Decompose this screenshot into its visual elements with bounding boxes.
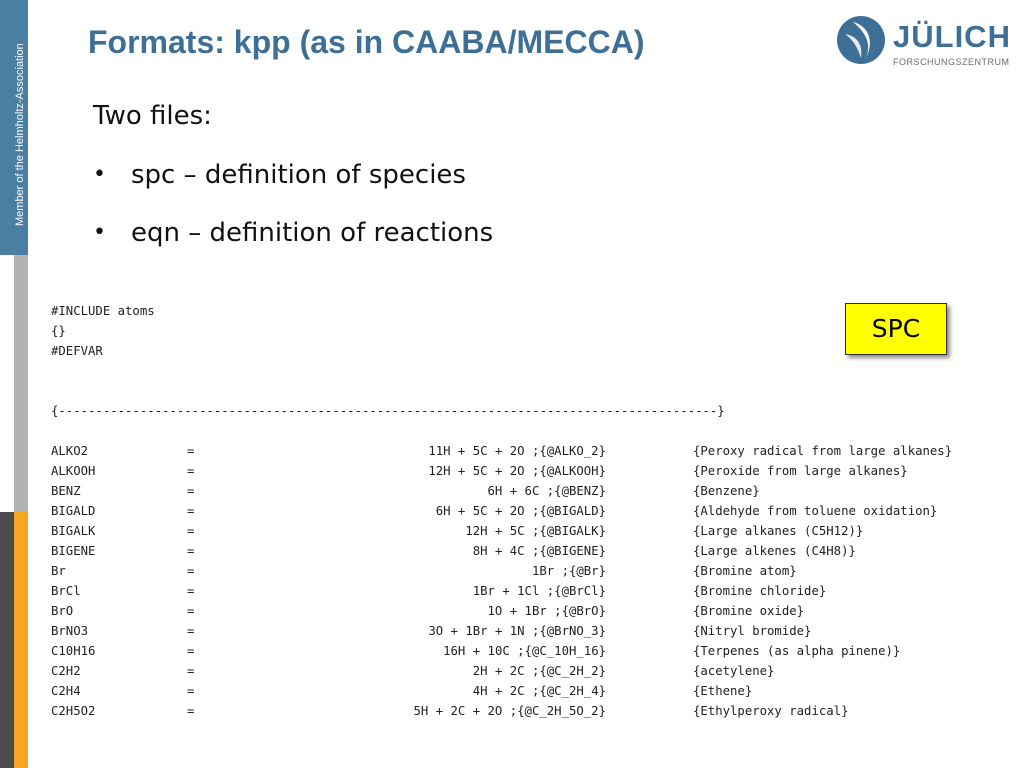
side-strip: [0, 0, 28, 768]
species-formula: 4H + 2C ;{@C_2H_4}: [472, 684, 606, 698]
species-equals: =: [187, 604, 195, 618]
species-formula: 3O + 1Br + 1N ;{@BrNO_3}: [428, 624, 606, 638]
species-description: {Peroxy radical from large alkanes}: [693, 444, 953, 458]
species-formula: 5H + 2C + 2O ;{@C_2H_5O_2}: [413, 704, 606, 718]
species-formula: 6H + 6C ;{@BENZ}: [487, 484, 606, 498]
juelich-logo-icon: [835, 14, 887, 66]
species-row: [51, 544, 1024, 562]
species-name: C2H5O2: [51, 704, 96, 718]
species-description: {Bromine chloride}: [693, 584, 827, 598]
code-separator: {-----------------------------------------------------------------------------------------}: [51, 404, 725, 418]
species-formula: 8H + 4C ;{@BIGENE}: [472, 544, 606, 558]
species-equals: =: [187, 444, 195, 458]
bullet-text: eqn – definition of reactions: [131, 218, 494, 248]
species-description: {Benzene}: [693, 484, 760, 498]
species-name: BENZ: [51, 484, 81, 498]
helmholtz-membership-text: Member of the Helmholtz-Association: [14, 43, 26, 226]
intro-text: Two files:: [93, 101, 212, 131]
species-equals: =: [187, 704, 195, 718]
species-row: [51, 624, 1024, 642]
code-line: {}: [51, 324, 66, 338]
species-row: [51, 644, 1024, 662]
species-description: {acetylene}: [693, 664, 775, 678]
species-equals: =: [187, 664, 195, 678]
species-equals: =: [187, 624, 195, 638]
species-equals: =: [187, 464, 195, 478]
species-formula: 2H + 2C ;{@C_2H_2}: [472, 664, 606, 678]
species-equals: =: [187, 544, 195, 558]
species-description: {Large alkenes (C4H8)}: [693, 544, 856, 558]
species-row: [51, 564, 1024, 582]
species-row: [51, 464, 1024, 482]
species-description: {Nitryl bromide}: [693, 624, 812, 638]
species-row: [51, 584, 1024, 602]
species-formula: 12H + 5C + 2O ;{@ALKOOH}: [428, 464, 606, 478]
species-row: [51, 664, 1024, 682]
slide-title: Formats: kpp (as in CAABA/MECCA): [88, 24, 645, 60]
species-formula: 6H + 5C + 2O ;{@BIGALD}: [435, 504, 606, 518]
juelich-logo: [835, 14, 1011, 74]
species-description: {Terpenes (as alpha pinene)}: [693, 644, 901, 658]
species-row: [51, 444, 1024, 462]
species-equals: =: [187, 524, 195, 538]
species-formula: 11H + 5C + 2O ;{@ALKO_2}: [428, 444, 606, 458]
species-equals: =: [187, 504, 195, 518]
logo-subtitle: FORSCHUNGSZENTRUM: [893, 57, 1010, 67]
species-name: BrO: [51, 604, 74, 618]
species-row: [51, 604, 1024, 622]
bullet-dot-icon: •: [93, 162, 106, 187]
logo-name: JÜLICH: [893, 19, 1011, 54]
species-formula: 1O + 1Br ;{@BrO}: [487, 604, 606, 618]
species-equals: =: [187, 684, 195, 698]
side-strip-orange: [14, 512, 28, 768]
species-row: [51, 484, 1024, 502]
species-name: C2H4: [51, 684, 81, 698]
species-formula: 16H + 10C ;{@C_10H_16}: [443, 644, 606, 658]
species-name: C2H2: [51, 664, 81, 678]
bullet-dot-icon: •: [93, 220, 106, 245]
species-equals: =: [187, 584, 195, 598]
species-equals: =: [187, 564, 195, 578]
species-equals: =: [187, 484, 195, 498]
species-formula: 1Br + 1Cl ;{@BrCl}: [472, 584, 606, 598]
species-description: {Ethene}: [693, 684, 753, 698]
species-name: BIGENE: [51, 544, 96, 558]
species-name: BIGALK: [51, 524, 96, 538]
species-name: BIGALD: [51, 504, 96, 518]
species-name: ALKOOH: [51, 464, 96, 478]
species-name: BrNO3: [51, 624, 89, 638]
species-row: [51, 524, 1024, 542]
species-formula: 12H + 5C ;{@BIGALK}: [465, 524, 606, 538]
species-description: {Ethylperoxy radical}: [693, 704, 849, 718]
species-row: [51, 504, 1024, 522]
side-strip-dark: [0, 512, 14, 768]
species-row: [51, 684, 1024, 702]
species-row: [51, 704, 1024, 722]
species-name: BrCl: [51, 584, 81, 598]
species-formula: 1Br ;{@Br}: [531, 564, 606, 578]
bullet-text: spc – definition of species: [131, 160, 466, 190]
species-description: {Aldehyde from toluene oxidation}: [693, 504, 938, 518]
spc-callout: SPC: [845, 303, 947, 355]
species-description: {Bromine oxide}: [693, 604, 805, 618]
species-name: C10H16: [51, 644, 96, 658]
species-description: {Large alkanes (C5H12)}: [693, 524, 864, 538]
species-name: ALKO2: [51, 444, 89, 458]
species-description: {Bromine atom}: [693, 564, 797, 578]
species-name: Br: [51, 564, 66, 578]
side-strip-grey: [14, 255, 28, 512]
code-line: #INCLUDE atoms: [51, 304, 155, 318]
species-description: {Peroxide from large alkanes}: [693, 464, 908, 478]
code-line: #DEFVAR: [51, 344, 103, 358]
species-equals: =: [187, 644, 195, 658]
